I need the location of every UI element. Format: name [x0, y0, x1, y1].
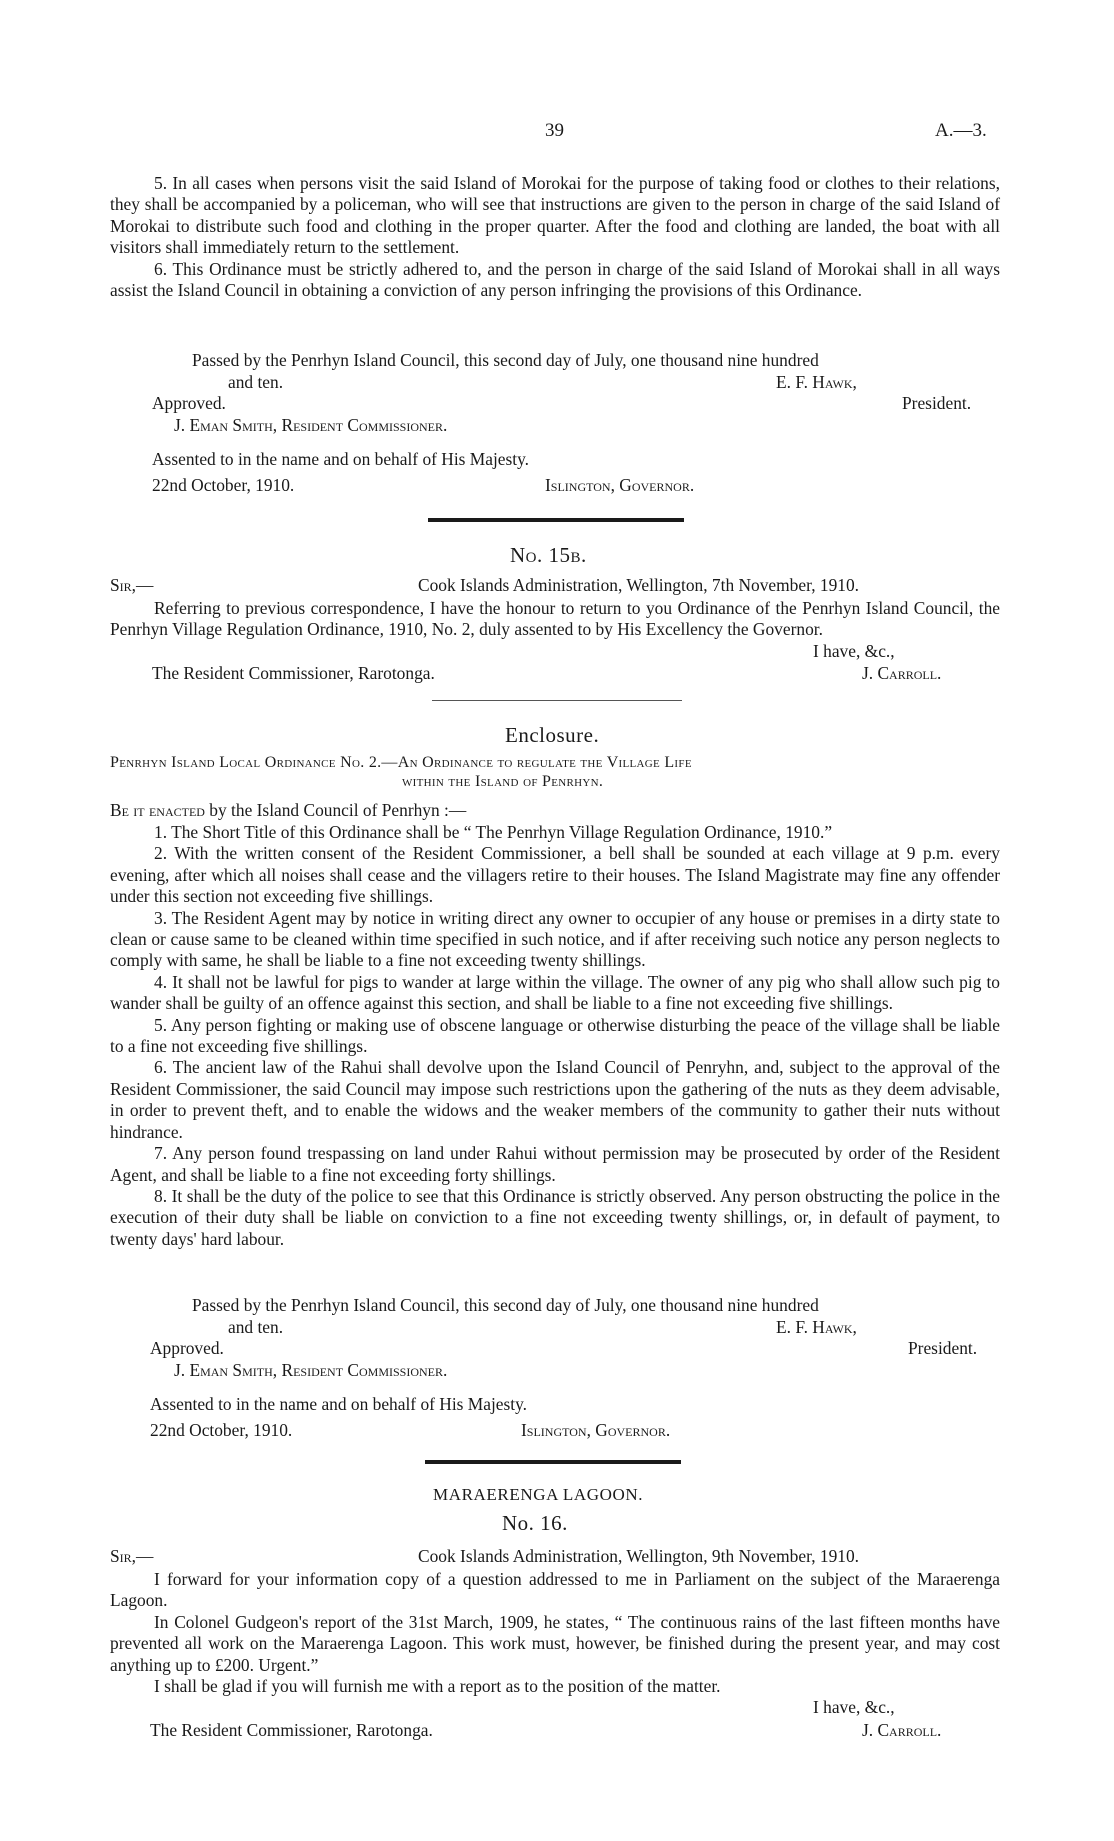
- enacting-rest: by the Island Council of Penrhyn :—: [204, 800, 467, 820]
- letter-body-text: I forward for your information copy of a question addressed to me in Parliament on the subject of the Maraerenga Lagoon.: [110, 1569, 1000, 1611]
- letter-signer: J. Carroll.: [862, 663, 942, 683]
- paper-reference: A.—3.: [935, 120, 987, 141]
- resident-commissioner: J. Eman Smith, Resident Commissioner.: [174, 1360, 448, 1380]
- ordinance-clause: 5. Any person fighting or making use of obscene language or otherwise disturbing the peace of the village shall be liable to a fine not exceeding five shillings.: [110, 1014, 1000, 1057]
- passed-by-line-continued: and ten.: [228, 372, 284, 392]
- salutation: Sir,—: [110, 1546, 154, 1566]
- section-divider: [428, 518, 684, 522]
- letter-number-heading: No. 15b.: [510, 543, 587, 567]
- assented-line: Assented to in the name and on behalf of His Majesty.: [152, 449, 530, 469]
- letter-number-heading: No. 16.: [502, 1511, 568, 1535]
- signer-title: President.: [902, 393, 972, 413]
- page-number: 39: [545, 120, 564, 141]
- top-clauses: [110, 173, 1000, 301]
- resident-commissioner: J. Eman Smith, Resident Commissioner.: [174, 415, 448, 435]
- letter-closing: I have, &c.,: [813, 1697, 895, 1717]
- ordinance-clause: 4. It shall not be lawful for pigs to wander at large within the village. The owner of any pig who shall allow such pig to wander shall be guilty of an offence against this section, and shall be liable to a fine not exceeding five shillings.: [110, 971, 1000, 1014]
- signer-title: President.: [908, 1338, 978, 1358]
- letter-addressee: The Resident Commissioner, Rarotonga.: [150, 1720, 433, 1740]
- governor-signature: Islington, Governor.: [521, 1420, 671, 1440]
- assent-date: 22nd October, 1910.: [150, 1420, 293, 1440]
- letter-body-text: I shall be glad if you will furnish me with a report as to the position of the matter.: [154, 1676, 721, 1697]
- ordinance-clause: 7. Any person found trespassing on land under Rahui without permission may be prosecuted by order of the Resident Agent, and shall be liable to a fine not exceeding forty shillings.: [110, 1143, 1000, 1185]
- ordinance-clause: 2. With the written consent of the Resident Commissioner, a bell shall be sounded at each village at 9 p.m. every evening, after which all noises shall cease and the villagers retire to their houses. The Island Magistrate may fine any offender under this section not exceeding five shillings.: [110, 843, 1000, 907]
- ordinance-clause: 6. The ancient law of the Rahui shall devolve upon the Island Council of Penryhn, and, subject to the approval of the Resident Commissioner, the said Council may impose such restrictions upon the gathering of the nuts as they deem advisable, in order to prevent theft, and to enable the widows and the weaker members of the community to gather their nuts without hindrance.: [110, 1057, 1000, 1142]
- letter-body-text: Referring to previous correspondence, I have the honour to return to you Ordinance of the Penrhyn Island Council, the Penrhyn Village Regulation Ordinance, 1910, No. 2, duly assented to by His Excellency the Governor.: [110, 598, 1000, 640]
- letter-body: [110, 1569, 1000, 1697]
- ordinance-clause: 1. The Short Title of this Ordinance shall be “ The Penrhyn Village Regulation Ordinance, 1910.”: [154, 822, 833, 842]
- assented-line: Assented to in the name and on behalf of His Majesty.: [150, 1394, 528, 1414]
- enclosure-heading: Enclosure.: [505, 723, 600, 747]
- ordinance-title-continued: within the Island of Penrhyn.: [402, 773, 604, 790]
- ordinance-clauses: [110, 822, 1000, 1250]
- letter-from-line: Cook Islands Administration, Wellington, 9th November, 1910.: [418, 1546, 860, 1566]
- ordinance-clause: 8. It shall be the duty of the police to see that this Ordinance is strictly observed. Any person obstructing the police in the execution of their duty shall be liable on conviction to a fine not exceeding twenty shillings, or, in default of payment, to twenty days' hard labour.: [110, 1185, 1000, 1249]
- section-title: MARAERENGA LAGOON.: [433, 1485, 644, 1504]
- letter-signer: J. Carroll.: [862, 1720, 942, 1740]
- passed-by-line: Passed by the Penrhyn Island Council, this second day of July, one thousand nine hundred: [192, 350, 819, 370]
- ordinance-title: Penrhyn Island Local Ordinance No. 2.—An Ordinance to regulate the Village Life: [110, 754, 692, 771]
- clause-paragraph: 6. This Ordinance must be strictly adhered to, and the person in charge of the said Island of Morokai shall in all ways assist the Island Council in obtaining a conviction of any person infringing the provisions of this Ordinance.: [110, 258, 1000, 301]
- approved-label: Approved.: [152, 393, 226, 413]
- approved-label: Approved.: [150, 1338, 224, 1358]
- section-divider: [425, 1460, 681, 1464]
- assent-date: 22nd October, 1910.: [152, 475, 295, 495]
- enacting-caps: Be it enacted: [110, 800, 205, 820]
- letter-from-line: Cook Islands Administration, Wellington, 7th November, 1910.: [418, 575, 860, 595]
- passed-by-line-continued: and ten.: [228, 1317, 284, 1337]
- salutation: Sir,—: [110, 575, 154, 595]
- letter-closing: I have, &c.,: [813, 641, 895, 661]
- enacting-clause: [110, 800, 466, 821]
- letter-addressee: The Resident Commissioner, Rarotonga.: [152, 663, 435, 683]
- signer-name: E. F. Hawk,: [776, 1317, 857, 1337]
- divider: [432, 700, 682, 701]
- letter-body: [110, 598, 1000, 641]
- clause-paragraph: 5. In all cases when persons visit the said Island of Morokai for the purpose of taking food or clothes to their relations, they shall be accompanied by a policeman, who will see that instructions are given to the person in charge of the said Island of Morokai to distribute such food and clothing in the proper quarter. After the food and clothing are landed, the boat with all visitors shall immediately return to the settlement.: [110, 173, 1000, 258]
- governor-signature: Islington, Governor.: [545, 475, 695, 495]
- ordinance-clause: 3. The Resident Agent may by notice in writing direct any owner to occupier of any house or premises in a dirty state to clean or cause same to be cleaned within time specified in such notice, and if after receiving such notice any person neglects to comply with same, he shall be liable to a fine not exceeding twenty shillings.: [110, 907, 1000, 971]
- passed-by-line: Passed by the Penrhyn Island Council, this second day of July, one thousand nine hundred: [192, 1295, 819, 1315]
- letter-body-text: In Colonel Gudgeon's report of the 31st March, 1909, he states, “ The continuous rains of the last fifteen months have prevented all work on the Maraerenga Lagoon. This work must, however, be finished during the present year, and may cost anything up to £200. Urgent.”: [110, 1611, 1000, 1675]
- signer-name: E. F. Hawk,: [776, 372, 857, 392]
